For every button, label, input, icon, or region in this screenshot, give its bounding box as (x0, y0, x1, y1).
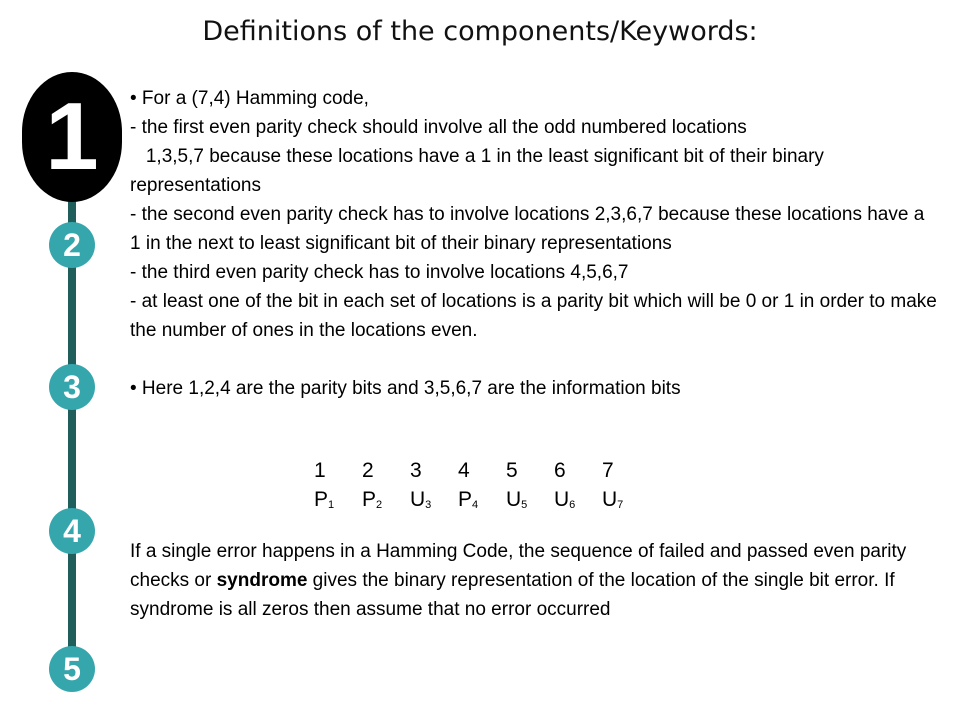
slide-title: Definitions of the components/Keywords: (202, 16, 758, 47)
bit-type-cell: $P_2$ (362, 488, 383, 511)
syndrome-text-after: gives the binary representation of the location of the single bit error. If syndrome is all zeros then assume that no error occurred (130, 570, 895, 620)
first-parity-reason: 1,3,5,7 because these locations have a 1 in the least significant bit of their binary representations (130, 146, 830, 196)
bit-type-cell: $P_1$ (314, 488, 335, 511)
bit-type-cell: $U_7$ (602, 488, 624, 511)
position-cell: 3 (410, 459, 422, 482)
first-parity-check: - the first even parity check should involve all the odd numbered locations (130, 117, 747, 138)
definition-text (130, 84, 940, 403)
step-3[interactable]: 3 (49, 364, 95, 410)
bit-type-row (314, 485, 650, 520)
bit-type-cell: $U_3$ (410, 488, 432, 511)
bit-type-cell: $U_6$ (554, 488, 576, 511)
step-2[interactable]: 2 (49, 222, 95, 268)
position-row (314, 456, 650, 485)
bullet-hamming: • For a (7,4) Hamming code, (130, 88, 369, 109)
position-cell: 7 (602, 459, 614, 482)
step-1-active[interactable]: 1 (22, 72, 122, 202)
bit-position-table (314, 456, 650, 520)
bit-type-cell: $P_4$ (458, 488, 479, 511)
step-5[interactable]: 5 (49, 646, 95, 692)
parity-bit-note: - at least one of the bit in each set of locations is a parity bit which will be 0 or 1 in order to make the number of ones in the locations even. (130, 291, 937, 341)
bullet-parity-bits: • Here 1,2,4 are the parity bits and 3,5,6,7 are the information bits (130, 378, 681, 399)
position-cell: 5 (506, 459, 518, 482)
position-cell: 6 (554, 459, 566, 482)
second-parity-check: - the second even parity check has to involve locations 2,3,6,7 because these locations have a 1 in the next to least significant bit of their binary representations (130, 204, 925, 254)
syndrome-keyword: syndrome (216, 570, 308, 591)
syndrome-text-before: If a single error happens in a Hamming Code, the sequence of failed and passed even parity checks or (130, 541, 907, 591)
syndrome-paragraph (130, 537, 940, 624)
position-cell: 4 (458, 459, 470, 482)
bit-type-cell: $U_5$ (506, 488, 528, 511)
position-cell: 1 (314, 459, 326, 482)
third-parity-check: - the third even parity check has to involve locations 4,5,6,7 (130, 262, 629, 283)
position-cell: 2 (362, 459, 374, 482)
step-4[interactable]: 4 (49, 508, 95, 554)
